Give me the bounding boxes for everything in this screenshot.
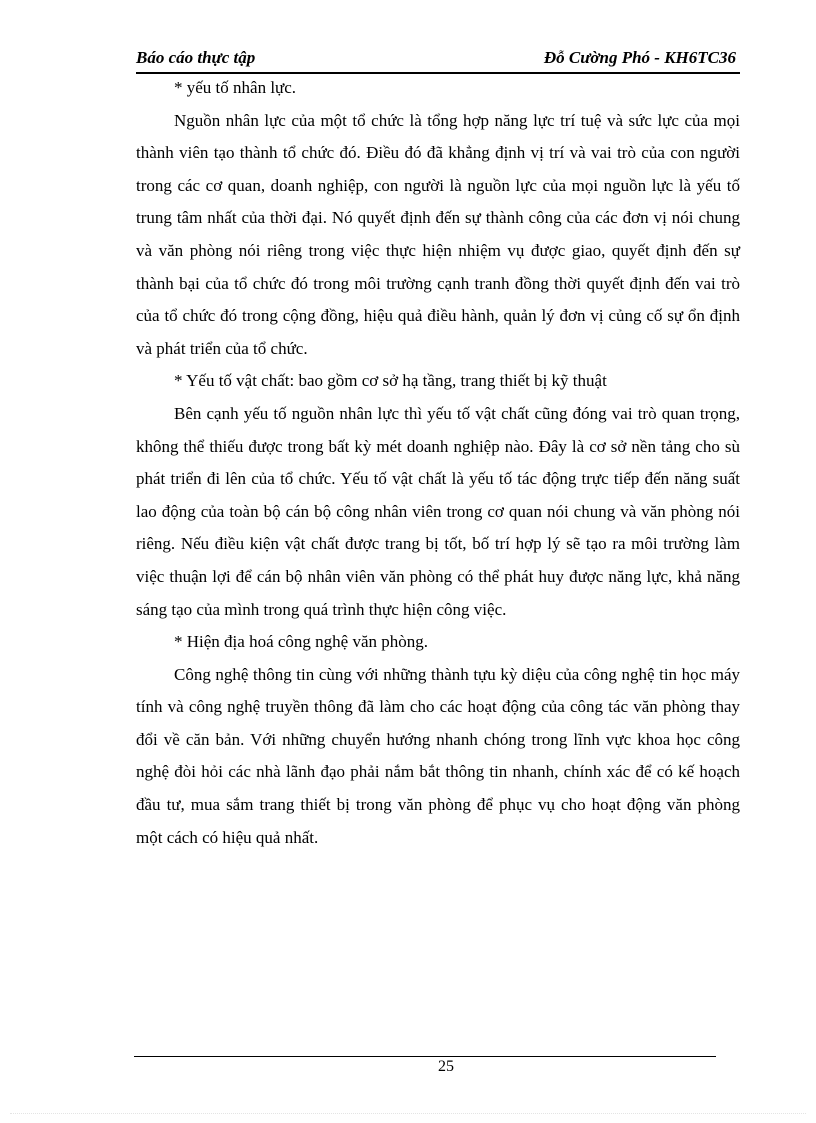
- heading-office-technology: * Hiện địa hoá công nghệ văn phòng.: [174, 632, 428, 652]
- page-header: [136, 46, 740, 74]
- footer-divider: [134, 1056, 716, 1057]
- heading-material-factor: * Yếu tố vật chất: bao gồm cơ sở hạ tầng, trang thiết bị kỹ thuật: [174, 371, 607, 391]
- heading-human-factor: * yếu tố nhân lực.: [174, 78, 297, 97]
- page-bottom-border: [10, 1113, 806, 1114]
- page-number: 25: [438, 1058, 454, 1075]
- paragraph-office-technology: Công nghệ thông tin cùng với những thành tựu kỳ diệu của công nghệ tin học máy tính và công nghệ truyền thông đã làm cho các hoạt động của công tác văn phòng thay đổi về căn bản. Với những chuyển hướng nhanh chóng trong lĩnh vực khoa học công nghệ đòi hỏi các nhà lãnh đạo phải nắm bắt thông tin nhanh, chính xác để có kế hoạch đầu tư, mua sắm trang thiết bị trong văn phòng để phục vụ cho hoạt động văn phòng một cách có hiệu quả nhất.: [136, 664, 740, 847]
- header-report-title: Báo cáo thực tập: [136, 48, 256, 67]
- header-author: Đỗ Cường Phó - KH6TC36: [543, 48, 736, 67]
- paragraph-material-factor: Bên cạnh yếu tố nguồn nhân lực thì yếu tố vật chất cũng đóng vai trò quan trọng, không thể thiếu được trong bất kỳ mét doanh nghiệp nào. Đây là cơ sở nền tảng cho sù phát triển đi lên của tổ chức. Yếu tố vật chất là yếu tố tác động trực tiếp đến năng suất lao động của toàn bộ cán bộ công nhân viên trong cơ quan nói chung và văn phòng nói riêng. Nếu điều kiện vật chất được trang bị tốt, bố trí hợp lý sẽ tạo ra môi trường làm việc thuận lợi để cán bộ nhân viên văn phòng có thể phát huy được năng lực, khả năng sáng tạo của mình trong quá trình thực hiện công việc.: [136, 403, 740, 619]
- document-body: [136, 72, 740, 854]
- paragraph-human-resources: Nguồn nhân lực của một tổ chức là tổng hợp năng lực trí tuệ và sức lực của mọi thành viên tạo thành tổ chức đó. Điều đó đã khẳng định vị trí và vai trò của con người trong các cơ quan, doanh nghiệp, con người là nguồn lực của mọi nguồn lực là yếu tố trung tâm nhất của thời đại. Nó quyết định đến sự thành công của các đơn vị nói chung và văn phòng nói riêng trong việc thực hiện nhiệm vụ được giao, quyết định đến sự thành bại của tổ chức đó trong môi trường cạnh tranh đồng thời quyết định đến vai trò của tổ chức đó trong cộng đồng, hiệu quả điều hành, quản lý đơn vị củng cố sự ổn định và phát triển của tổ chức.: [136, 110, 740, 358]
